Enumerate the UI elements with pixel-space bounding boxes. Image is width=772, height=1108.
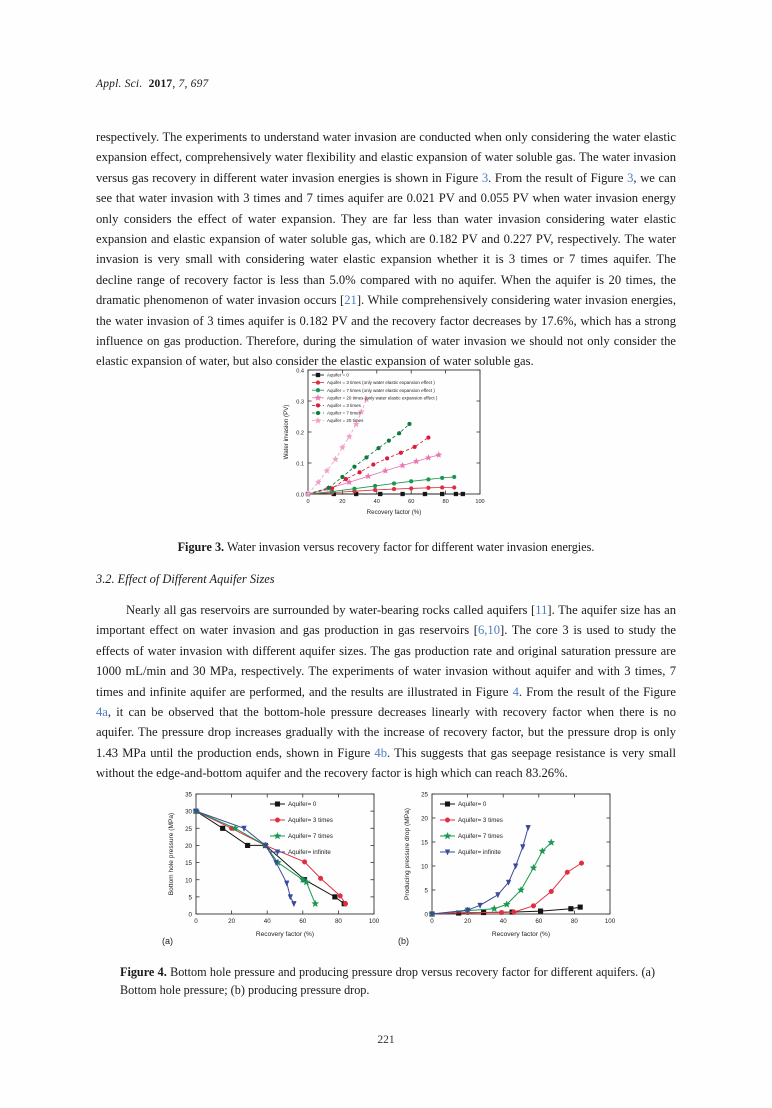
svg-text:15: 15 — [185, 860, 192, 868]
svg-text:Aquifer= 0: Aquifer= 0 — [288, 801, 317, 809]
svg-text:Aquifer= 3 times: Aquifer= 3 times — [288, 817, 333, 825]
svg-text:30: 30 — [185, 808, 192, 816]
svg-text:15: 15 — [421, 839, 428, 847]
figure-4b-chart — [396, 786, 644, 954]
svg-text:10: 10 — [421, 863, 428, 871]
svg-text:Aquifer = 3 times (only water: Aquifer = 3 times (only water elastic expansion effect ) — [327, 380, 435, 386]
svg-text:100: 100 — [604, 918, 616, 925]
figure-4-caption — [120, 963, 655, 1000]
paragraph-one-text: respectively. The experiments to understand water invasion are conducted when only considering the water elastic expansion effect, comprehensively water flexibility and elastic expansion of water soluble gas. The water invasion versus gas recovery in different water invasion energies is shown in Figure 3. From the result of Figure 3, we can see that water invasion with 3 times and 7 times aquifer are 0.021 PV and 0.055 PV when water invasion energy only considers the effect of water expansion. They are far less than water invasion considering water elastic expansion and elastic expansion of water soluble gas, which are 0.182 PV and 0.227 PV, respectively. The water invasion is very small with considering water elastic expansion whether it is 3 times or 7 times aquifer. The decline range of recovery factor is less than 5.0% compared with no aquifer. When the aquifer is 20 times, the dramatic phenomenon of water invasion occurs [21]. While comprehensively considering water invasion energies, the water invasion of 3 times aquifer is 0.182 PV and the recovery factor decreases by 17.6%, which has a strong influence on gas production. Therefore, during the simulation of water invasion we should not only consider the elastic expansion of water, but also consider the elastic expansion of water soluble gas. — [96, 130, 676, 369]
svg-text:Aquifer = 7 times: Aquifer = 7 times — [327, 410, 361, 416]
svg-text:Aquifer= 3 times: Aquifer= 3 times — [458, 817, 503, 825]
svg-text:0.4: 0.4 — [296, 368, 304, 375]
svg-text:Producing pressure drop (MPa): Producing pressure drop (MPa) — [404, 808, 411, 900]
svg-text:20: 20 — [339, 499, 346, 505]
section-heading: 3.2. Effect of Different Aquifer Sizes — [96, 572, 275, 586]
svg-text:0: 0 — [424, 911, 428, 919]
figure-3 — [276, 362, 506, 532]
svg-text:100: 100 — [475, 499, 485, 505]
svg-text:80: 80 — [442, 499, 449, 505]
svg-text:5: 5 — [424, 887, 428, 895]
svg-text:0.0: 0.0 — [296, 492, 304, 499]
svg-text:80: 80 — [570, 918, 578, 925]
svg-text:Aquifer = 20 times (only water: Aquifer = 20 times (only water elastic expansion effect ) — [327, 395, 438, 401]
svg-text:60: 60 — [535, 918, 543, 925]
journal-year: 2017 — [148, 78, 173, 90]
svg-text:60: 60 — [299, 918, 307, 925]
svg-text:Aquifer= infinite: Aquifer= infinite — [288, 849, 331, 857]
svg-text:0: 0 — [188, 911, 192, 919]
svg-text:(a): (a) — [162, 936, 173, 946]
figure-4b — [396, 786, 644, 954]
svg-text:Recovery factor (%): Recovery factor (%) — [255, 931, 315, 938]
svg-text:25: 25 — [421, 791, 428, 799]
figure-3-chart — [276, 362, 506, 532]
figure-3-caption — [96, 538, 676, 556]
svg-text:40: 40 — [373, 499, 380, 505]
svg-text:100: 100 — [368, 918, 380, 925]
figure-4a-chart — [160, 786, 408, 954]
svg-text:0: 0 — [306, 499, 310, 505]
svg-text:0: 0 — [430, 918, 434, 925]
svg-text:Aquifer= 7 times: Aquifer= 7 times — [288, 833, 333, 841]
svg-text:60: 60 — [408, 499, 415, 505]
svg-text:Aquifer= infinite: Aquifer= infinite — [458, 849, 501, 857]
svg-text:Aquifer = 0: Aquifer = 0 — [327, 372, 349, 378]
svg-text:35: 35 — [185, 791, 192, 799]
svg-text:20: 20 — [421, 815, 428, 823]
paragraph-one — [96, 127, 676, 372]
svg-text:20: 20 — [464, 918, 472, 925]
svg-text:25: 25 — [185, 825, 192, 833]
svg-text:Recovery factor (%): Recovery factor (%) — [491, 931, 551, 938]
svg-text:5: 5 — [188, 894, 192, 902]
figure-3-caption-text: Water invasion versus recovery factor for different water invasion energies. — [226, 540, 595, 554]
svg-text:0.2: 0.2 — [296, 430, 304, 437]
figure-4-caption-text: Bottom hole pressure and producing pressure drop versus recovery factor for different aquifers. (a) Bottom hole pressure; (b) producing pressure drop. — [120, 965, 656, 998]
svg-text:Aquifer= 0: Aquifer= 0 — [458, 801, 487, 809]
figure-3-caption-label: Figure 3. — [177, 540, 225, 554]
svg-text:0.1: 0.1 — [296, 461, 304, 468]
svg-text:Aquifer = 20 times: Aquifer = 20 times — [327, 418, 364, 424]
paragraph-two-text: Nearly all gas reservoirs are surrounded by water-bearing rocks called aquifers [11]. The aquifer size has an important effect on water invasion and gas production in gas reservoirs [6,10]. The core 3 is used to study the effects of water invasion with different aquifer sizes. The gas production rate and original saturation pressure are 1000 mL/min and 30 MPa, respectively. The experiments of water invasion without aquifer and with 3 times, 7 times and infinite aquifer are performed, and the results are illustrated in Figure 4. From the result of the Figure 4a, it can be observed that the bottom-hole pressure decreases linearly with recovery factor when there is no aquifer. The pressure drop increases gradually with the increase of recovery factor, but the pressure drop is only 1.43 MPa until the production ends, shown in Figure 4b. This suggests that gas seepage resistance is very small without the edge-and-bottom aquifer and the recovery factor is high which can reach 83.26%. — [96, 603, 677, 781]
svg-text:Bottom hole pressure (MPa): Bottom hole pressure (MPa) — [168, 812, 175, 896]
running-head: Appl. Sci. 2017, 7, 697 — [96, 78, 209, 90]
svg-text:Aquifer = 7 times (only water: Aquifer = 7 times (only water elastic expansion effect ) — [327, 387, 435, 393]
svg-text:Aquifer = 3 times: Aquifer = 3 times — [327, 403, 361, 409]
journal-article: 697 — [190, 78, 209, 90]
svg-text:(b): (b) — [398, 936, 409, 946]
journal-name: Appl. Sci. — [96, 78, 143, 90]
svg-text:0: 0 — [194, 918, 198, 925]
svg-text:0.3: 0.3 — [296, 399, 304, 406]
page-number: 221 — [377, 1034, 395, 1046]
svg-text:40: 40 — [499, 918, 507, 925]
svg-text:20: 20 — [228, 918, 236, 925]
svg-text:10: 10 — [185, 877, 192, 885]
svg-text:Water invasion (PV): Water invasion (PV) — [283, 404, 290, 460]
svg-text:Aquifer= 7 times: Aquifer= 7 times — [458, 833, 503, 841]
svg-text:40: 40 — [263, 918, 271, 925]
journal-volume: 7 — [178, 78, 185, 90]
figure-4-caption-label: Figure 4. — [120, 965, 167, 979]
svg-text:Recovery factor (%): Recovery factor (%) — [366, 509, 422, 516]
figure-4a — [160, 786, 408, 954]
svg-text:20: 20 — [185, 843, 192, 851]
svg-text:80: 80 — [334, 918, 342, 925]
paragraph-two — [96, 600, 676, 784]
